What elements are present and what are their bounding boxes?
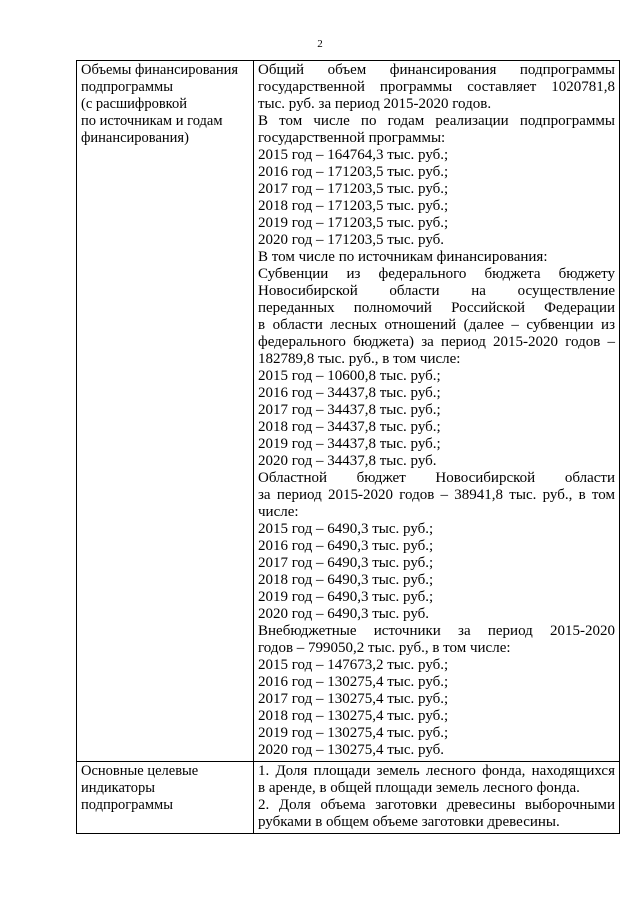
federal-intro-line: федерального бюджета) за период 2015-2020 годов –: [258, 334, 615, 350]
extrabudget-year-amount: 2015 год – 147673,2 тыс. руб.;: [258, 657, 449, 673]
extrabudget-year-amount: 2019 год – 130275,4 тыс. руб.;: [258, 725, 449, 741]
federal-intro-line: 182789,8 тыс. руб., в том числе:: [258, 351, 461, 367]
indicator-line: в аренде, в общей площади земель лесного фонда.: [258, 780, 580, 796]
regional-intro-line: за период 2015-2020 годов – 38941,8 тыс. руб., в том: [258, 487, 615, 503]
label-line: подпрограммы: [81, 79, 173, 95]
federal-intro-line: переданных полномочий Российской Федерации: [258, 300, 615, 316]
indicators-label-cell: [77, 762, 254, 834]
indicators-content-cell: [254, 762, 620, 834]
total-financing-line: Общий объем финансирования подпрограммы: [258, 62, 615, 78]
indicator-line: рубками в общем объеме заготовки древесины.: [258, 814, 560, 830]
financing-label-cell: [77, 61, 254, 762]
label-line: Объемы финансирования: [81, 62, 239, 78]
federal-intro-line: Субвенции из федерального бюджета бюджету: [258, 266, 615, 282]
extrabudget-year-amount: 2018 год – 130275,4 тыс. руб.;: [258, 708, 449, 724]
year-amount: 2018 год – 171203,5 тыс. руб.;: [258, 198, 449, 214]
federal-year-amount: 2020 год – 34437,8 тыс. руб.: [258, 453, 437, 469]
year-amount: 2020 год – 171203,5 тыс. руб.: [258, 232, 445, 248]
federal-year-amount: 2017 год – 34437,8 тыс. руб.;: [258, 402, 441, 418]
extrabudget-year-amount: 2020 год – 130275,4 тыс. руб.: [258, 742, 445, 758]
table-row-indicators: [77, 762, 620, 834]
extrabudget-intro-line: Внебюджетные источники за период 2015-2020: [258, 623, 615, 639]
federal-intro-line: Новосибирской области на осуществление: [258, 283, 615, 299]
year-amount: 2015 год – 164764,3 тыс. руб.;: [258, 147, 449, 163]
label-line: финансирования): [81, 130, 189, 146]
regional-year-amount: 2018 год – 6490,3 тыс. руб.;: [258, 572, 434, 588]
regional-year-amount: 2020 год – 6490,3 тыс. руб.: [258, 606, 430, 622]
extrabudget-year-amount: 2016 год – 130275,4 тыс. руб.;: [258, 674, 449, 690]
regional-year-amount: 2016 год – 6490,3 тыс. руб.;: [258, 538, 434, 554]
regional-year-amount: 2019 год – 6490,3 тыс. руб.;: [258, 589, 434, 605]
year-amount: 2017 год – 171203,5 тыс. руб.;: [258, 181, 449, 197]
regional-year-amount: 2017 год – 6490,3 тыс. руб.;: [258, 555, 434, 571]
regional-intro-line: числе:: [258, 504, 299, 520]
indicator-line: 2. Доля объема заготовки древесины выборочными: [258, 797, 615, 813]
federal-year-amount: 2018 год – 34437,8 тыс. руб.;: [258, 419, 441, 435]
extrabudget-year-amount: 2017 год – 130275,4 тыс. руб.;: [258, 691, 449, 707]
indicator-line: 1. Доля площади земель лесного фонда, находящихся: [258, 763, 615, 779]
federal-intro-line: в области лесных отношений (далее – субвенции из: [258, 317, 615, 333]
regional-year-amount: 2015 год – 6490,3 тыс. руб.;: [258, 521, 434, 537]
total-financing-line: тыс. руб. за период 2015-2020 годов.: [258, 96, 492, 112]
year-amount: 2019 год – 171203,5 тыс. руб.;: [258, 215, 449, 231]
financing-content-cell: [254, 61, 620, 762]
label-line: подпрограммы: [81, 797, 173, 813]
page-number: 2: [317, 38, 323, 50]
year-amount: 2016 год – 171203,5 тыс. руб.;: [258, 164, 449, 180]
total-financing-line: государственной программы составляет 1020781,8: [258, 79, 615, 95]
label-line: индикаторы: [81, 780, 155, 796]
by-years-intro-line: государственной программы:: [258, 130, 446, 146]
label-line: Основные целевые: [81, 763, 199, 779]
extrabudget-intro-line: годов – 799050,2 тыс. руб., в том числе:: [258, 640, 511, 656]
label-line: по источникам и годам: [81, 113, 223, 129]
by-years-intro-line: В том числе по годам реализации подпрограммы: [258, 113, 615, 129]
subprogram-passport-table: [76, 60, 620, 834]
federal-year-amount: 2019 год – 34437,8 тыс. руб.;: [258, 436, 441, 452]
federal-year-amount: 2015 год – 10600,8 тыс. руб.;: [258, 368, 441, 384]
label-line: (с расшифровкой: [81, 96, 187, 112]
regional-intro-line: Областной бюджет Новосибирской области: [258, 470, 615, 486]
table-row-financing: [77, 61, 620, 762]
federal-year-amount: 2016 год – 34437,8 тыс. руб.;: [258, 385, 441, 401]
by-sources-intro: В том числе по источникам финансирования:: [258, 249, 548, 265]
